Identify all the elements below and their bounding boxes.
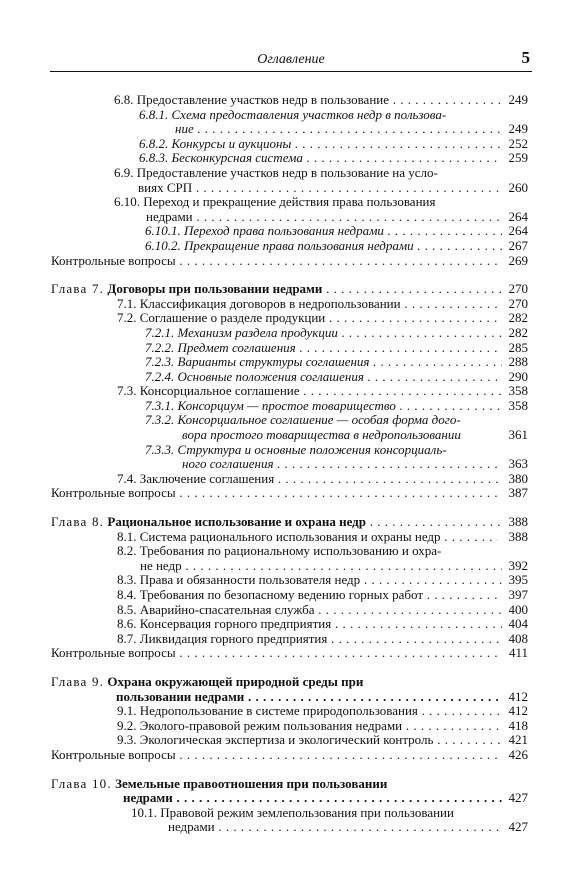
toc-chapter[interactable] (51, 690, 532, 705)
toc-entry-text: 7.2. Соглашение о разделе продукции . . . (117, 311, 502, 326)
toc-entry-text: 6.10.2. Прекращение права пользования недрами . . . (145, 239, 502, 254)
chapter-title: Договоры при пользовании недрами (107, 282, 323, 297)
chapter-label: Глава 8. (51, 515, 105, 530)
toc-entry-text: 7.2.2. Предмет соглашения . . . (145, 341, 502, 356)
toc-entry[interactable] (51, 544, 532, 559)
toc-entry[interactable] (51, 748, 532, 763)
toc-entry-text: вора простого товарищества в недропользовании (182, 428, 461, 443)
toc-chapter-text (51, 282, 502, 297)
toc-page: 361 (505, 428, 529, 443)
toc-page: 285 (505, 341, 529, 356)
toc-entry-text: 7.3.1. Консорциум — простое товарищество . . . (145, 399, 502, 414)
toc-entry[interactable] (51, 472, 532, 487)
toc-entry[interactable] (51, 166, 532, 181)
section-gap (51, 763, 532, 777)
toc-page: 395 (505, 573, 529, 588)
toc-entry-text: 7.3. Консорциальное соглашение . . . (117, 384, 502, 399)
toc-entry-text: 6.8.1. Схема предоставления участков недр в пользова- (139, 107, 447, 122)
toc-entry[interactable] (51, 530, 532, 545)
toc-page: 412 (505, 704, 529, 719)
toc-entry[interactable] (51, 355, 532, 370)
toc-entry[interactable] (51, 588, 532, 603)
toc-entry-text: Контрольные вопросы . . . (51, 254, 502, 269)
header-page-number: 5 (521, 48, 530, 67)
toc-page: 427 (505, 791, 529, 806)
toc-entry-text: 7.4. Заключение соглашения . . . (117, 472, 502, 487)
section-gap (51, 501, 532, 515)
toc-entry-text: 8.6. Консервация горного предприятия . . . (117, 617, 502, 632)
toc-page: 392 (505, 559, 529, 574)
toc-entry-text: недрами . . . (168, 820, 502, 835)
chapter-label: Глава 9. (51, 674, 105, 689)
toc-entry[interactable] (51, 820, 532, 835)
toc-chapter-text (51, 777, 502, 792)
toc-page: 411 (505, 646, 528, 661)
toc-page: 249 (505, 93, 529, 108)
toc-entry[interactable] (51, 733, 532, 748)
toc-entry[interactable] (51, 108, 532, 123)
toc-entry-text: 6.10. Переход и прекращение действия права пользования (114, 195, 436, 210)
toc-entry-text: 6.9. Предоставление участков недр в пользование на усло- (114, 165, 438, 180)
toc-entry[interactable] (51, 181, 532, 196)
toc-page: 260 (505, 181, 529, 196)
section-gap (51, 268, 532, 282)
toc-entry[interactable] (51, 413, 532, 428)
toc-entry-text: 7.2.3. Варианты структуры соглашения . . . (145, 355, 502, 370)
toc-entry[interactable] (51, 297, 532, 312)
running-header (50, 50, 532, 70)
chapter-title: Земельные правоотношения при пользовании (115, 776, 388, 791)
toc-page: 270 (505, 297, 529, 312)
toc-entry[interactable] (51, 704, 532, 719)
toc-entry[interactable] (51, 210, 532, 225)
toc-entry[interactable] (51, 254, 532, 269)
header-title: Оглавление (257, 52, 325, 67)
toc-entry-text: виях СРП . . . (138, 181, 502, 196)
toc-entry-text: 7.2.4. Основные положения соглашения . . . (145, 370, 502, 385)
toc-page: 270 (505, 282, 529, 297)
toc-entry[interactable] (51, 443, 532, 458)
toc-page: 426 (505, 748, 529, 763)
toc-entry[interactable] (51, 632, 532, 647)
toc-chapter[interactable] (51, 791, 532, 806)
toc-entry[interactable] (51, 151, 532, 166)
toc-entry-text: 6.8.3. Бесконкурсная система . . . (139, 151, 502, 166)
toc-page: 282 (505, 326, 529, 341)
toc-entry[interactable] (51, 341, 532, 356)
toc-entry-text: ного соглашения . . . (182, 457, 502, 472)
toc-entry-text: 8.3. Права и обязанности пользователя недр . . . (117, 573, 502, 588)
toc-entry-text: ние . . . (175, 122, 502, 137)
chapter-label: Глава 10. (51, 776, 112, 791)
toc-page: 427 (505, 820, 529, 835)
toc-entry-text: 9.1. Недропользование в системе природопользования . . . (117, 704, 502, 719)
toc-entry[interactable] (51, 428, 532, 443)
toc-page: 282 (505, 311, 529, 326)
toc-page: 290 (505, 370, 529, 385)
chapter-label: Глава 7. (51, 282, 105, 297)
toc-entry-text: недрами . . . (146, 210, 502, 225)
toc-page: 418 (505, 719, 529, 734)
toc-page: 380 (505, 472, 529, 487)
toc-page: 249 (505, 122, 529, 137)
toc-page: 358 (505, 399, 529, 414)
toc-entry[interactable] (51, 806, 532, 821)
toc-page: 269 (505, 254, 529, 269)
toc-entry-text: 8.1. Система рационального использования и охраны недр . . . (117, 530, 498, 545)
toc-entry-text: не недр . . . (140, 559, 502, 574)
table-of-contents (51, 93, 532, 835)
toc-chapter[interactable] (51, 675, 532, 690)
toc-page: 363 (505, 457, 529, 472)
toc-entry-text: 7.3.2. Консорциальное соглашение — особая форма дого- (145, 413, 461, 428)
toc-chapter[interactable] (51, 777, 532, 792)
toc-page: 400 (505, 603, 529, 618)
toc-entry[interactable] (51, 457, 532, 472)
toc-entry-text: 8.5. Аварийно-спасательная служба . . . (117, 603, 502, 618)
header-rule (50, 71, 532, 72)
toc-entry[interactable] (51, 311, 532, 326)
toc-entry-text: Контрольные вопросы . . . (51, 646, 502, 661)
toc-chapter[interactable] (51, 515, 532, 530)
toc-entry[interactable] (51, 384, 532, 399)
toc-entry-text: 8.2. Требования по рациональному использованию и охра- (117, 544, 442, 559)
toc-entry[interactable] (51, 617, 532, 632)
toc-page: 421 (505, 733, 529, 748)
chapter-title: пользовании недрами . . . (116, 690, 502, 705)
section-gap (51, 661, 532, 675)
toc-page: 264 (505, 224, 529, 239)
toc-page: 264 (505, 210, 529, 225)
toc-entry[interactable] (51, 370, 532, 385)
toc-entry[interactable] (51, 93, 532, 108)
toc-page: 412 (505, 690, 529, 705)
toc-entry-text: 9.2. Эколого-правовой режим пользования недрами . . . (117, 719, 502, 734)
toc-entry[interactable] (51, 573, 532, 588)
toc-page: 408 (505, 632, 529, 647)
toc-entry-text: 7.3.3. Структура и основные положения консорциаль- (145, 442, 447, 457)
toc-entry[interactable] (51, 224, 532, 239)
toc-entry-text: 6.8. Предоставление участков недр в пользование . . . (114, 93, 502, 108)
toc-page: 288 (505, 355, 529, 370)
toc-page: 267 (505, 239, 529, 254)
chapter-title: Охрана окружающей природной среды при (107, 674, 364, 689)
toc-entry[interactable] (51, 486, 532, 501)
toc-entry-text: Контрольные вопросы . . . (51, 486, 502, 501)
toc-entry[interactable] (51, 399, 532, 414)
toc-chapter-text (51, 515, 502, 530)
toc-chapter[interactable] (51, 282, 532, 297)
toc-page: 358 (505, 384, 529, 399)
toc-entry[interactable] (51, 719, 532, 734)
toc-entry-text: 6.8.2. Конкурсы и аукционы . . . (139, 137, 502, 152)
toc-entry[interactable] (51, 137, 532, 152)
toc-entry[interactable] (51, 122, 532, 137)
toc-page: 388 (505, 515, 529, 530)
toc-page: 397 (505, 588, 529, 603)
toc-page: 387 (505, 486, 529, 501)
toc-page: 388 (505, 530, 529, 545)
toc-page: 404 (505, 617, 529, 632)
toc-page: 252 (505, 137, 529, 152)
chapter-title: Рациональное использование и охрана недр (107, 515, 366, 530)
chapter-title: недрами . . . (123, 791, 502, 806)
toc-entry-text: 8.7. Ликвидация горного предприятия . . . (117, 632, 502, 647)
toc-entry[interactable] (51, 239, 532, 254)
toc-page: 259 (505, 151, 529, 166)
toc-entry-text: 7.2.1. Механизм раздела продукции . . . (145, 326, 502, 341)
toc-entry[interactable] (51, 646, 532, 661)
toc-entry-text: 10.1. Правовой режим землепользования при пользовании (131, 805, 454, 820)
toc-entry-text: 6.10.1. Переход права пользования недрами . . . (145, 224, 502, 239)
toc-entry[interactable] (51, 195, 532, 210)
toc-entry-text: 8.4. Требования по безопасному ведению горных работ . . . (117, 588, 502, 603)
toc-entry-text: 9.3. Экологическая экспертиза и экологический контроль . . . (117, 733, 502, 748)
toc-entry[interactable] (51, 326, 532, 341)
toc-entry[interactable] (51, 559, 532, 574)
toc-entry[interactable] (51, 603, 532, 618)
toc-entry-text: Контрольные вопросы . . . (51, 748, 502, 763)
toc-chapter-text (51, 675, 502, 690)
toc-entry-text: 7.1. Классификация договоров в недропользовании . . . (117, 297, 502, 312)
